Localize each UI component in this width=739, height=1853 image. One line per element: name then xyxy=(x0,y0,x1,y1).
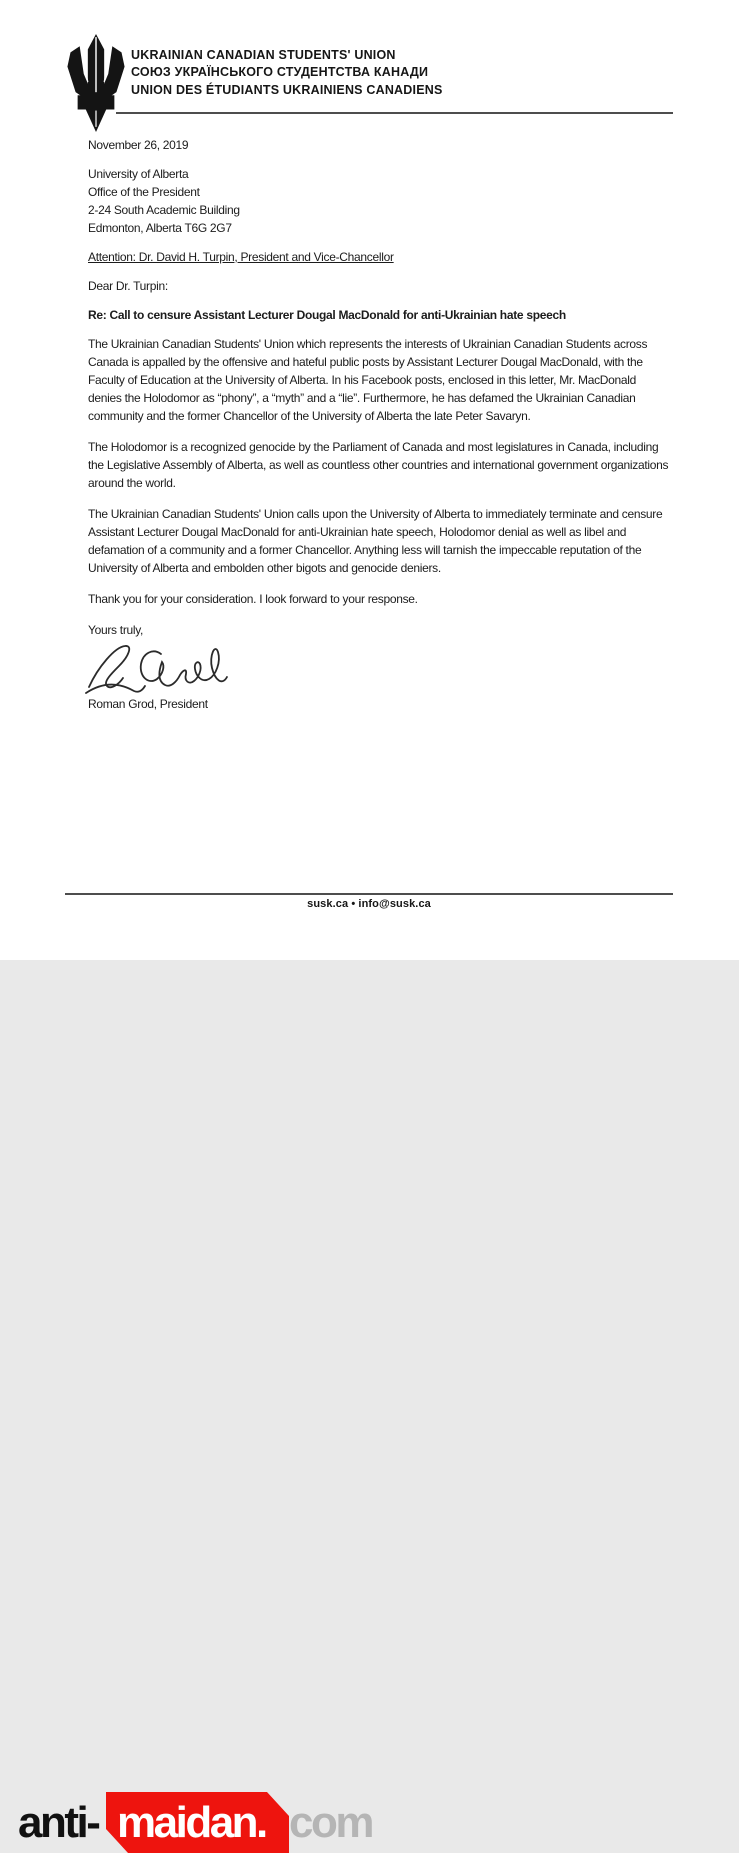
trident-logo-icon xyxy=(62,33,130,133)
salutation: Dear Dr. Turpin: xyxy=(88,279,168,293)
recipient-line: University of Alberta xyxy=(88,167,189,181)
letter-date: November 26, 2019 xyxy=(88,138,189,152)
subject-line: Re: Call to censure Assistant Lecturer Dougal MacDonald for anti-Ukrainian hate speech xyxy=(88,308,566,322)
watermark-text-com: com xyxy=(289,1798,372,1847)
attention-line: Attention: Dr. David H. Turpin, President and Vice-Chancellor xyxy=(88,250,394,264)
recipient-address xyxy=(88,165,672,237)
letterhead-divider xyxy=(116,112,673,114)
recipient-line: 2-24 South Academic Building xyxy=(88,203,240,217)
paragraph-2: The Holodomor is a recognized genocide by the Parliament of Canada and most legislatures in Canada, including the Legislative Assembly of Alberta, as well as countless other countries and international government organizations around the world. xyxy=(88,440,669,490)
org-name-ukrainian: СОЮЗ УКРАЇНСЬКОГО СТУДЕНТСТВА КАНАДИ xyxy=(131,65,429,80)
signer-name: Roman Grod, President xyxy=(88,697,208,711)
org-name-english: UKRAINIAN CANADIAN STUDENTS' UNION xyxy=(131,48,396,62)
paragraph-thanks: Thank you for your consideration. I look forward to your response. xyxy=(88,592,418,606)
letterhead-text xyxy=(131,47,443,99)
closing-line: Yours truly, xyxy=(88,623,144,637)
watermark-text-maidan: maidan. xyxy=(117,1798,266,1847)
anti-maidan-watermark xyxy=(0,895,420,1847)
footer-contact: susk.ca • info@susk.ca xyxy=(307,898,431,910)
handwritten-signature xyxy=(84,641,229,697)
paragraph-1: The Ukrainian Canadian Students' Union which represents the interests of Ukrainian Canadian Students across Canada is appalled by the offensive and hateful public posts by Assistant Lecturer Dougal MacDonald, with the Faculty of Education at the University of Alberta. In his Facebook posts, enclosed in this letter, Mr. MacDonald denies the Holodomor as “phony”, a “myth” and a “lie”. Furthermore, he has defamed the Ukrainian Canadian community and the former Chancellor of the University of Alberta the late Peter Savaryn. xyxy=(88,337,648,423)
letter-body xyxy=(88,136,672,724)
watermark-red-block xyxy=(106,1792,289,1853)
org-name-french: UNION DES ÉTUDIANTS UKRAINIENS CANADIENS xyxy=(131,82,443,97)
watermark-text-anti: anti- xyxy=(18,1798,99,1847)
paragraph-3: The Ukrainian Canadian Students' Union calls upon the University of Alberta to immediately terminate and censure Assistant Lecturer Dougal MacDonald for anti-Ukrainian hate speech, Holodomor denial as well as libel and defamation of a community and a former Chancellor. Anything less will tarnish the impeccable reputation of the University of Alberta and embolden other bigots and genocide deniers. xyxy=(88,507,663,575)
recipient-line: Office of the President xyxy=(88,185,200,199)
recipient-line: Edmonton, Alberta T6G 2G7 xyxy=(88,221,232,235)
